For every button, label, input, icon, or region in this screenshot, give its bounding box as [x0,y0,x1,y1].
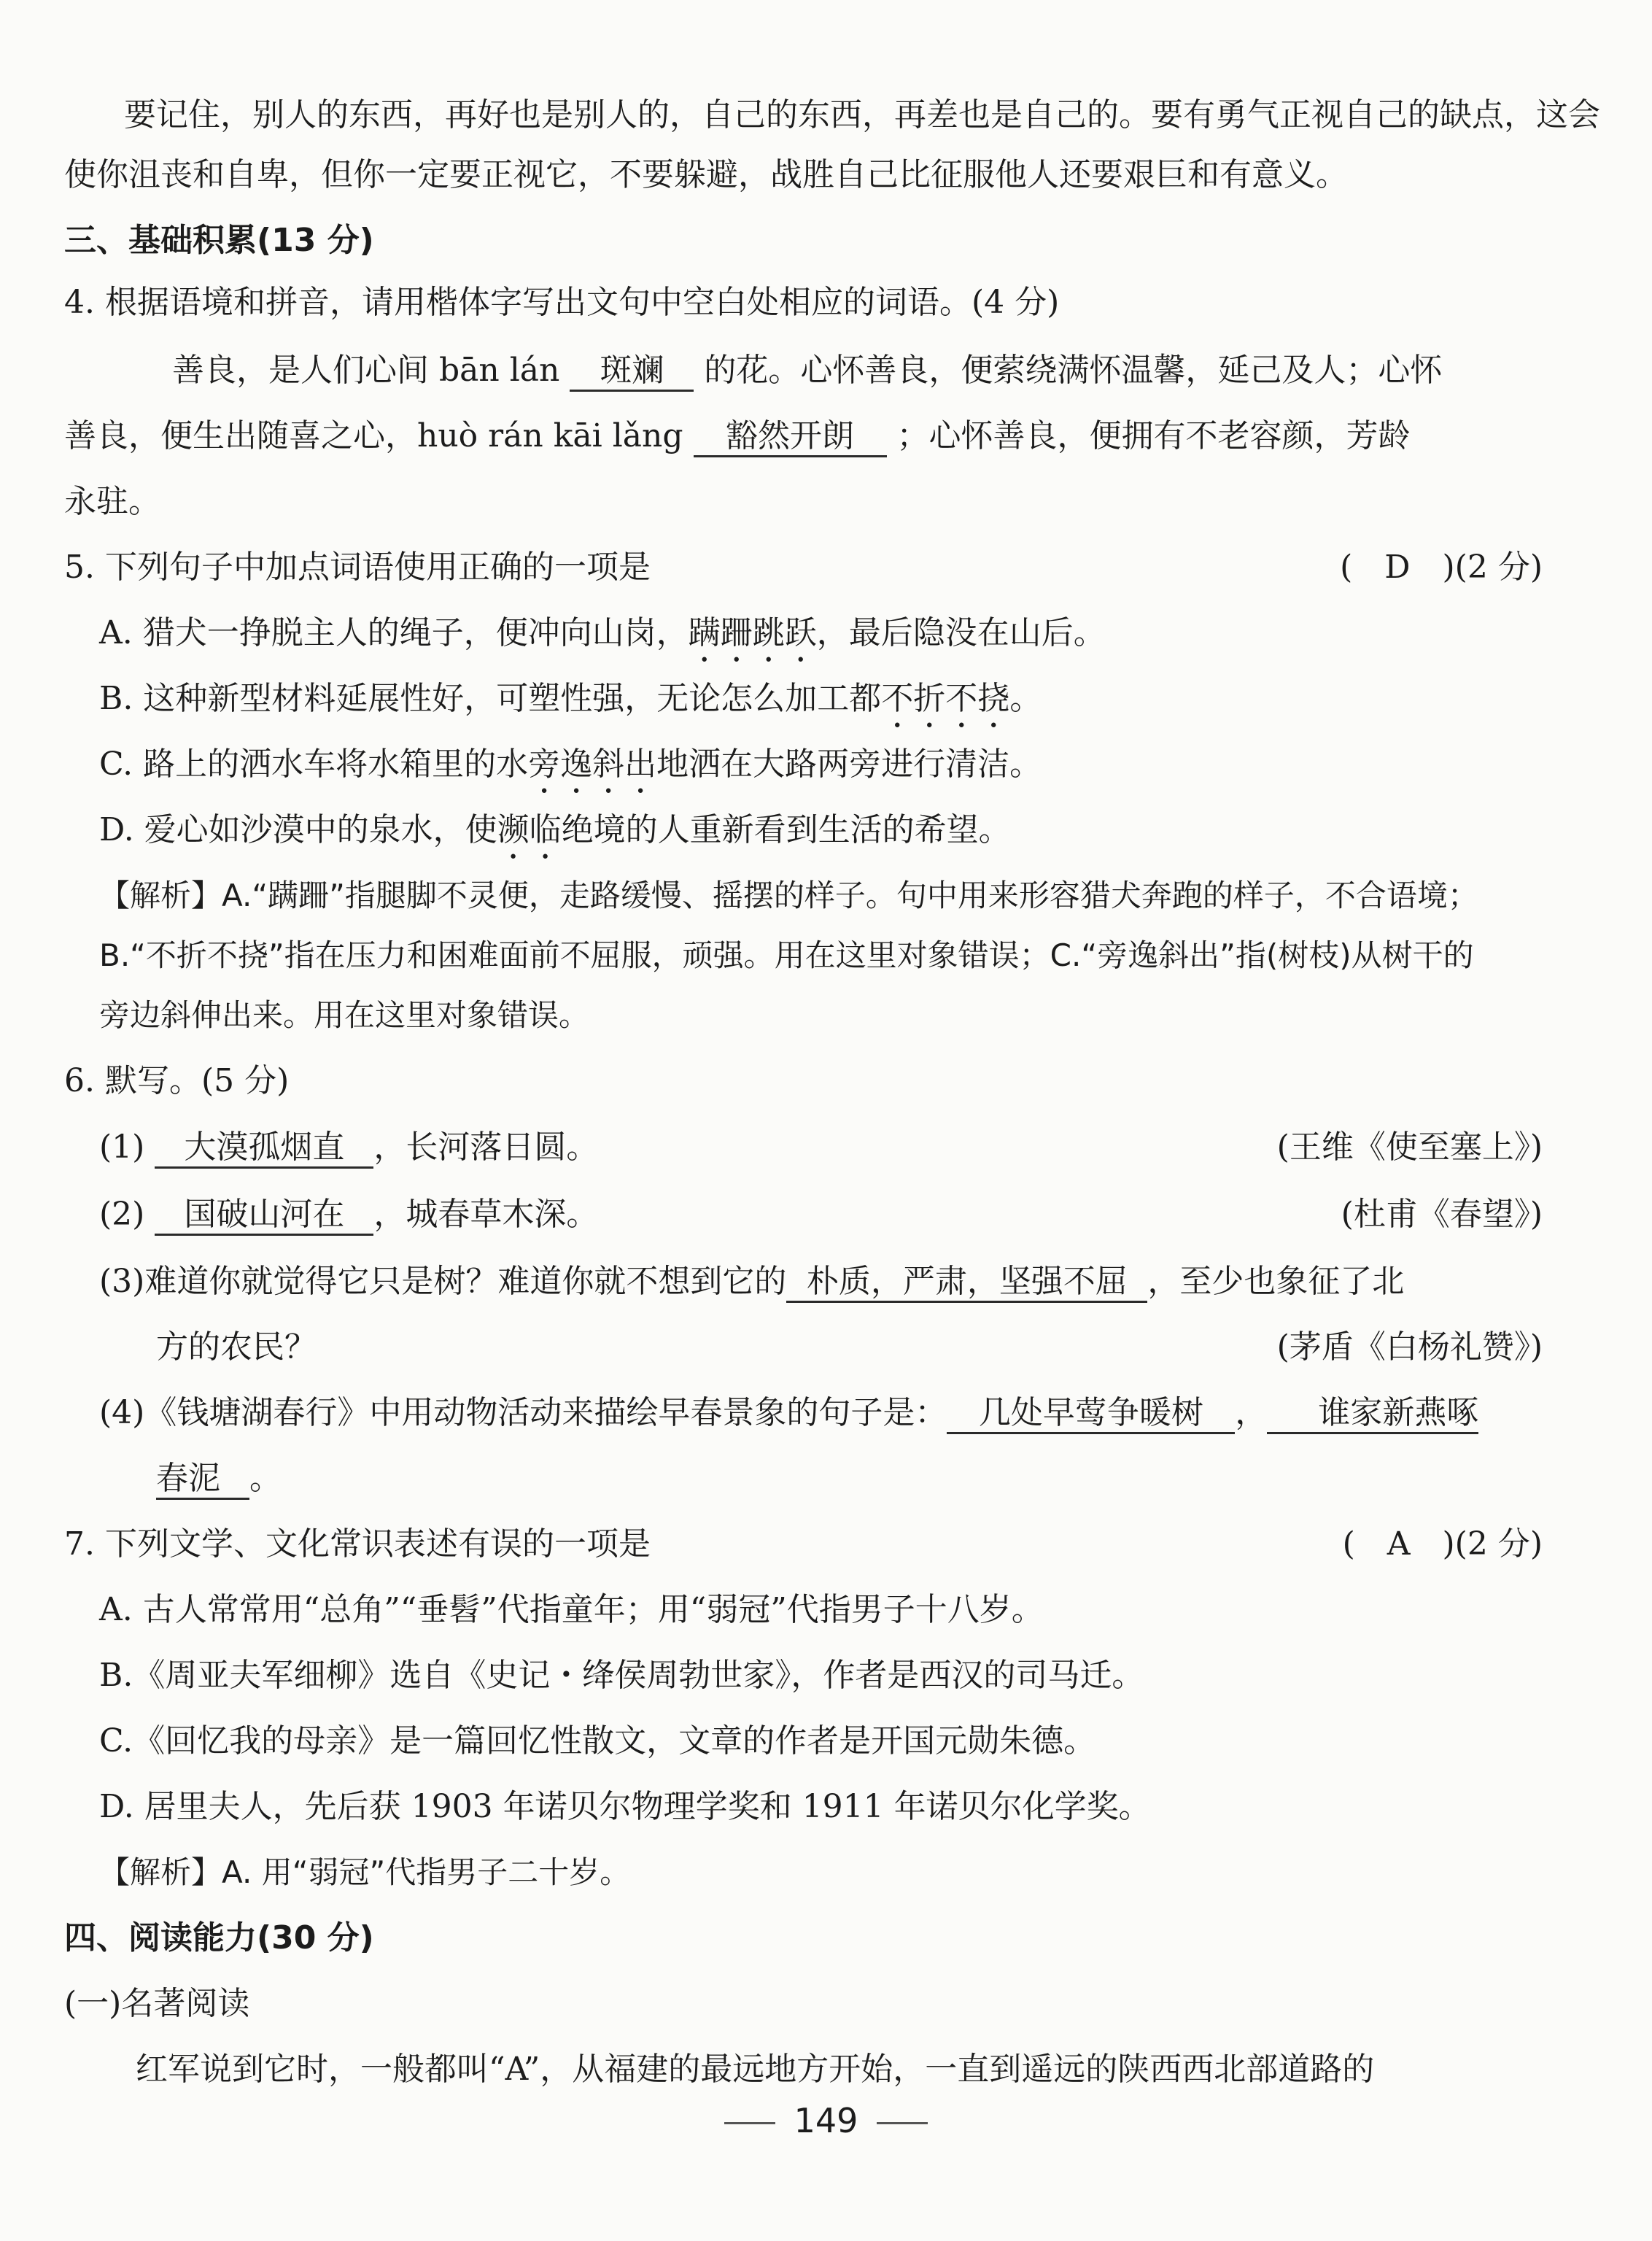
item-6-1-text: ，长河落日圆。 [373,1129,599,1166]
question-5-answer: ( D )(2 分) [1340,549,1543,586]
dotted-word-5B: 不折不挠 [881,680,1010,717]
section-4-heading: 四、阅读能力(30 分) [64,1919,374,1956]
option-5B-text-2: 。 [1009,680,1042,717]
answer-blank-6-4c: 春泥 [156,1460,249,1500]
answer-blank-6-3: 朴质，严肃，坚强不屈 [786,1263,1147,1303]
option-7D: D. 居里夫人，先后获 1903 年诺贝尔物理学奖和 1911 年诺贝尔化学奖。 [99,1788,1151,1825]
answer-blank-6-2: 国破山河在 [155,1196,373,1236]
question-6-item-4-cont [0,1457,1652,1501]
question-4-text-b: 的花。心怀善良，便萦绕满怀温馨，延己及人；心怀 [704,352,1443,389]
subsection-heading: (一)名著阅读 [64,1985,250,2022]
item-6-1-number: (1) [99,1129,145,1166]
footer-dash-right [877,2122,928,2124]
question-4-text-c: 善良，便生出随喜之心，huò rán kāi lǎng [64,417,683,454]
option-7C: C.《回忆我的母亲》是一篇回忆性散文，文章的作者是开国元勋朱德。 [99,1722,1096,1760]
source-6-1: (王维《使至塞上》) [1276,1129,1543,1166]
option-7B: B.《周亚夫军细柳》选自《史记・绛侯周勃世家》，作者是西汉的司马迁。 [99,1657,1144,1694]
question-5-text: 5. 下列句子中加点词语使用正确的一项是 [64,549,651,586]
option-7A: A. 古人常常用“总角”“垂髫”代指童年；用“弱冠”代指男子十八岁。 [99,1591,1044,1628]
option-5D [0,808,1652,852]
question-4-text-d: ；心怀善良，便拥有不老容颜，芳龄 [896,417,1411,454]
section-3-heading: 三、基础积累(13 分) [64,222,374,259]
explanation-5-line-2: B.“不折不挠”指在压力和困难面前不屈服，顽强。用在这里对象错误；C.“旁逸斜出”指(树枝)从树干的 [99,937,1474,973]
question-7-text: 7. 下列文学、文化常识表述有误的一项是 [64,1525,651,1563]
item-6-3-text-3: 方的农民？ [156,1328,317,1366]
option-5A [0,611,1652,655]
question-4-stem [0,281,1652,325]
question-7-stem [0,1522,1652,1566]
item-6-4-text: (4)《钱塘湖春行》中用动物活动来描绘早春景象的句子是： [99,1394,947,1431]
item-6-2-number: (2) [99,1196,145,1233]
question-4-line-2 [0,414,1652,458]
question-6-item-3 [0,1260,1652,1304]
answer-blank-banlan: 斑斓 [570,352,694,392]
explanation-5-line-3: 旁边斜伸出来。用在这里对象错误。 [99,997,590,1033]
question-4-text-a: 善良，是人们心间 bān lán [172,352,560,389]
question-4-text: 4. 根据语境和拼音，请用楷体字写出文句中空白处相应的词语。(4 分) [64,284,1060,321]
option-5A-text-2: ，最后隐没在山后。 [816,614,1106,651]
dotted-word-5A: 蹒跚跳跃 [688,614,817,651]
option-5C-text-1: C. 路上的洒水车将水箱里的水 [99,746,529,783]
item-6-3-text-2: ，至少也象征了北 [1147,1263,1405,1300]
intro-line-1: 要记住，别人的东西，再好也是别人的，自己的东西，再差也是自己的。要有勇气正视自己的缺点，这会 [124,96,1600,133]
option-5C-text-2: 地洒在大路两旁进行清洁。 [656,746,1042,783]
page-number: 149 [794,2101,858,2140]
option-5B [0,677,1652,721]
item-6-2-text: ，城春草木深。 [373,1196,599,1233]
source-6-3: (茅盾《白杨礼赞》) [1276,1328,1543,1366]
option-5C [0,743,1652,786]
explanation-5-line-1: 【解析】A.“蹒跚”指腿脚不灵便，走路缓慢、摇摆的样子。句中用来形容猎犬奔跑的样子，不合语境； [99,878,1478,913]
option-5A-text-1: A. 猎犬一挣脱主人的绳子，便冲向山岗， [99,614,689,651]
answer-blank-6-4a: 几处早莺争暖树 [947,1394,1235,1434]
option-5D-text-2: 绝境的人重新看到生活的希望。 [561,811,1011,848]
page-number-footer [0,2101,1652,2140]
question-6-item-1 [0,1126,1652,1169]
question-6-stem: 6. 默写。(5 分) [64,1062,290,1099]
dotted-word-5C: 旁逸斜出 [528,746,657,783]
question-7-answer: ( A )(2 分) [1342,1525,1543,1563]
item-6-3-text-1: (3)难道你就觉得它只是树？难道你就不想到它的 [99,1263,787,1300]
explanation-7: 【解析】A. 用“弱冠”代指男子二十岁。 [99,1854,631,1890]
option-5D-text-1: D. 爱心如沙漠中的泉水，使 [99,811,497,848]
reading-line-1: 红军说到它时，一般都叫“A”，从福建的最远地方开始，一直到遥远的陕西西北部道路的 [136,2051,1375,2088]
question-4-line-1 [0,349,1652,392]
question-6-item-3-cont [0,1325,1652,1369]
source-6-2: (杜甫《春望》) [1341,1196,1543,1233]
question-6-item-4 [0,1391,1652,1435]
intro-line-2: 使你沮丧和自卑，但你一定要正视它，不要躲避，战胜自己比征服他人还要艰巨和有意义。 [64,156,1348,193]
option-5B-text-1: B. 这种新型材料延展性好，可塑性强，无论怎么加工都 [99,680,882,717]
question-5-stem [0,546,1652,589]
item-6-4-comma: ， [1235,1394,1268,1431]
question-4-line-3: 永驻。 [64,483,160,520]
dotted-word-5D: 濒临 [497,811,562,848]
item-6-4-end: 。 [249,1460,282,1497]
answer-blank-6-1: 大漠孤烟直 [155,1129,373,1169]
answer-blank-huoran: 豁然开朗 [694,417,887,457]
footer-dash-left [724,2122,775,2124]
answer-blank-6-4b: 谁家新燕啄 [1267,1394,1478,1434]
question-6-item-2 [0,1193,1652,1236]
